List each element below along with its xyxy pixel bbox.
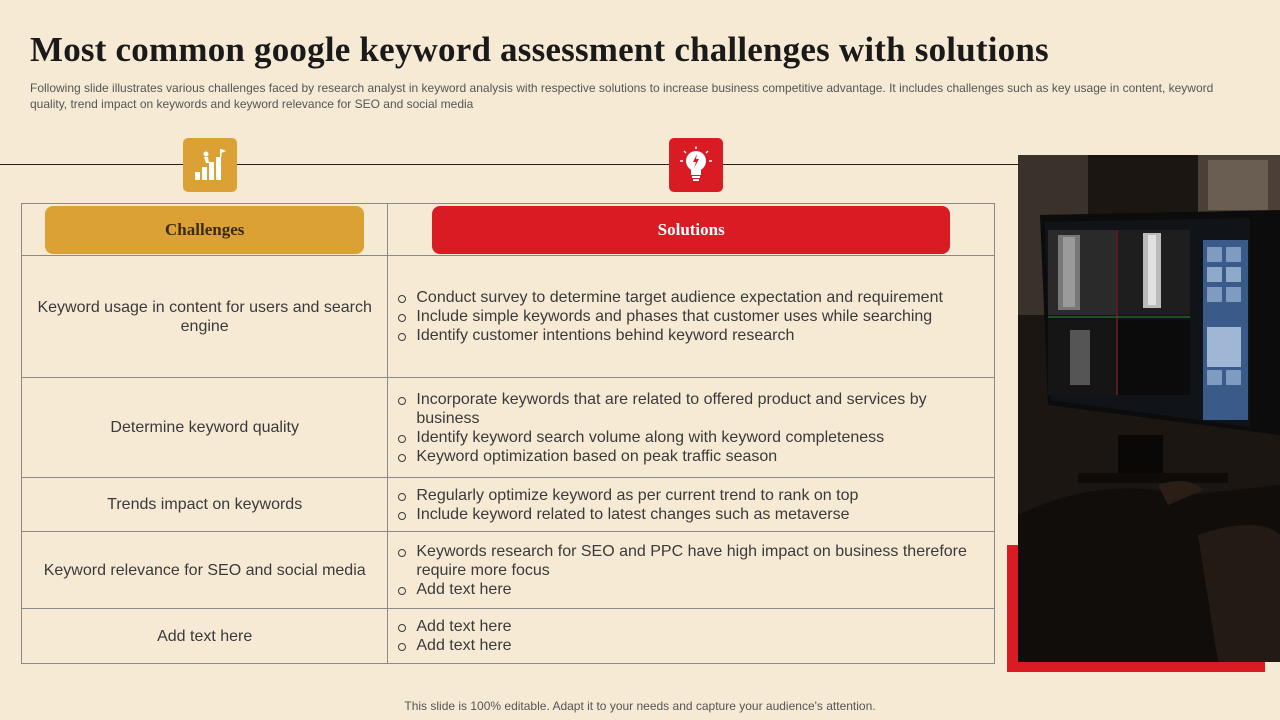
challenges-solutions-table	[21, 203, 995, 664]
solution-item: Add text here	[397, 580, 974, 599]
solutions-cell	[388, 609, 995, 664]
solutions-cell	[388, 532, 995, 609]
challenge-cell: Trends impact on keywords	[22, 478, 388, 532]
challenges-header: Challenges	[45, 206, 364, 254]
table-row	[22, 378, 995, 478]
solution-item: Include simple keywords and phases that customer uses while searching	[397, 307, 974, 326]
solution-item: Identify keyword search volume along with keyword completeness	[397, 428, 974, 447]
growth-stairs-flag-icon	[183, 138, 237, 192]
challenge-cell: Add text here	[22, 609, 388, 664]
lightbulb-icon	[669, 138, 723, 192]
solution-item: Include keyword related to latest changes such as metaverse	[397, 505, 974, 524]
challenges-header-cell	[22, 204, 388, 256]
solutions-header: Solutions	[432, 206, 950, 254]
solutions-cell	[388, 256, 995, 378]
monitor-photo	[1018, 155, 1280, 662]
solution-item: Incorporate keywords that are related to offered product and services by business	[397, 390, 974, 428]
table-header-row	[22, 204, 995, 256]
solutions-cell	[388, 478, 995, 532]
solutions-header-cell	[388, 204, 995, 256]
solution-item: Keywords research for SEO and PPC have high impact on business therefore require more focus	[397, 542, 974, 580]
solution-item: Add text here	[397, 636, 974, 655]
solution-item: Identify customer intentions behind keyword research	[397, 326, 974, 345]
table-row	[22, 532, 995, 609]
solution-item: Add text here	[397, 617, 974, 636]
footer-note: This slide is 100% editable. Adapt it to your needs and capture your audience's attention.	[404, 699, 876, 713]
challenge-cell: Keyword usage in content for users and search engine	[22, 256, 388, 378]
solutions-cell	[388, 378, 995, 478]
solution-item: Regularly optimize keyword as per current trend to rank on top	[397, 486, 974, 505]
divider-line	[0, 164, 1018, 165]
table-row	[22, 609, 995, 664]
slide-title: Most common google keyword assessment challenges with solutions	[30, 30, 1049, 69]
challenge-cell: Keyword relevance for SEO and social media	[22, 532, 388, 609]
table-row	[22, 478, 995, 532]
solution-item: Keyword optimization based on peak traffic season	[397, 447, 974, 466]
solution-item: Conduct survey to determine target audience expectation and requirement	[397, 288, 974, 307]
slide-subtitle: Following slide illustrates various challenges faced by research analyst in keyword analysis with respective solutions to increase business competitive advantage. It includes challenges such as key usage in content, keyword quality, trend impact on keywords and keyword relevance for SEO and social media	[30, 81, 1214, 111]
table-row	[22, 256, 995, 378]
challenge-cell: Determine keyword quality	[22, 378, 388, 478]
